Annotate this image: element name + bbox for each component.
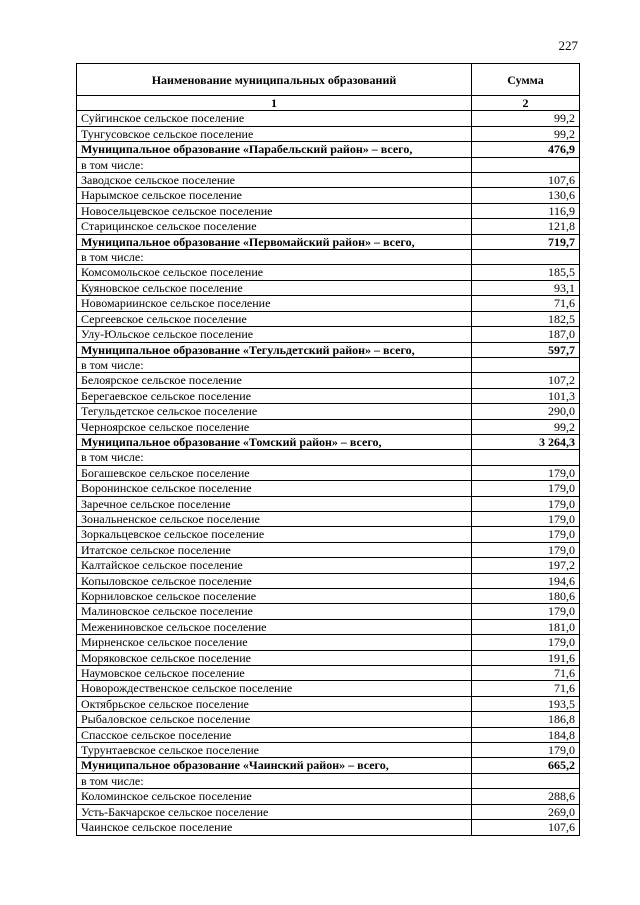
row-value — [472, 157, 580, 172]
row-value: 665,2 — [472, 758, 580, 773]
row-value: 130,6 — [472, 188, 580, 203]
table-row — [77, 696, 580, 711]
row-name: в том числе: — [77, 450, 472, 465]
header-name: Наименование муниципальных образований — [77, 64, 472, 96]
row-name: Заводское сельское поселение — [77, 173, 472, 188]
table-header-row — [77, 64, 580, 96]
table-row — [77, 527, 580, 542]
row-name: Муниципальное образование «Чаинский район» – всего, — [77, 758, 472, 773]
row-name: Наумовское сельское поселение — [77, 666, 472, 681]
row-name: Берегаевское сельское поселение — [77, 388, 472, 403]
table-row — [77, 265, 580, 280]
table-row — [77, 773, 580, 788]
row-value: 186,8 — [472, 712, 580, 727]
row-value: 194,6 — [472, 573, 580, 588]
table-row — [77, 157, 580, 172]
row-name: Чаинское сельское поселение — [77, 820, 472, 835]
table-row — [77, 188, 580, 203]
row-name: в том числе: — [77, 250, 472, 265]
row-value: 476,9 — [472, 142, 580, 157]
row-name: Межениновское сельское поселение — [77, 619, 472, 634]
table-row — [77, 450, 580, 465]
row-name: Тегульдетское сельское поселение — [77, 404, 472, 419]
row-value: 107,6 — [472, 820, 580, 835]
table-row-total — [77, 434, 580, 449]
row-name: Заречное сельское поселение — [77, 496, 472, 511]
table-row — [77, 743, 580, 758]
row-name: Копыловское сельское поселение — [77, 573, 472, 588]
row-name: Черноярское сельское поселение — [77, 419, 472, 434]
row-name: Калтайское сельское поселение — [77, 558, 472, 573]
row-name: Рыбаловское сельское поселение — [77, 712, 472, 727]
row-value: 180,6 — [472, 589, 580, 604]
row-name: Новорождественское сельское поселение — [77, 681, 472, 696]
row-name: Корниловское сельское поселение — [77, 589, 472, 604]
table-row — [77, 126, 580, 141]
row-value: 3 264,3 — [472, 434, 580, 449]
table-row — [77, 589, 580, 604]
row-name: Муниципальное образование «Томский район» – всего, — [77, 434, 472, 449]
row-name: Воронинское сельское поселение — [77, 481, 472, 496]
row-value: 101,3 — [472, 388, 580, 403]
table-row — [77, 542, 580, 557]
row-value — [472, 450, 580, 465]
row-name: Куяновское сельское поселение — [77, 280, 472, 295]
row-value: 179,0 — [472, 542, 580, 557]
table-row — [77, 250, 580, 265]
table-row — [77, 388, 580, 403]
table-row — [77, 111, 580, 126]
row-value: 179,0 — [472, 604, 580, 619]
row-name: Итатское сельское поселение — [77, 542, 472, 557]
row-value — [472, 250, 580, 265]
table-row — [77, 604, 580, 619]
row-name: Октябрьское сельское поселение — [77, 696, 472, 711]
row-name: в том числе: — [77, 357, 472, 372]
row-value: 181,0 — [472, 619, 580, 634]
row-name: Спасское сельское поселение — [77, 727, 472, 742]
row-value: 197,2 — [472, 558, 580, 573]
table-row — [77, 666, 580, 681]
table-row — [77, 511, 580, 526]
row-value: 71,6 — [472, 681, 580, 696]
table-row — [77, 635, 580, 650]
row-name: Тунгусовское сельское поселение — [77, 126, 472, 141]
row-value: 179,0 — [472, 511, 580, 526]
row-value: 191,6 — [472, 650, 580, 665]
table-row — [77, 681, 580, 696]
row-value: 185,5 — [472, 265, 580, 280]
row-value: 179,0 — [472, 465, 580, 480]
row-value: 99,2 — [472, 419, 580, 434]
table-row — [77, 311, 580, 326]
row-name: в том числе: — [77, 157, 472, 172]
table-row — [77, 280, 580, 295]
row-value: 121,8 — [472, 219, 580, 234]
table-row — [77, 789, 580, 804]
row-name: Турунтаевское сельское поселение — [77, 743, 472, 758]
row-name: Нарымское сельское поселение — [77, 188, 472, 203]
row-name: в том числе: — [77, 773, 472, 788]
row-name: Усть-Бакчарское сельское поселение — [77, 804, 472, 819]
table-row — [77, 327, 580, 342]
table-row — [77, 558, 580, 573]
row-value: 71,6 — [472, 296, 580, 311]
table-row — [77, 712, 580, 727]
row-value: 107,2 — [472, 373, 580, 388]
row-value: 179,0 — [472, 635, 580, 650]
row-name: Муниципальное образование «Первомайский район» – всего, — [77, 234, 472, 249]
table-row — [77, 619, 580, 634]
row-name: Муниципальное образование «Парабельский район» – всего, — [77, 142, 472, 157]
row-value: 99,2 — [472, 126, 580, 141]
table-row-total — [77, 142, 580, 157]
row-value: 179,0 — [472, 527, 580, 542]
row-name: Новосельцевское сельское поселение — [77, 203, 472, 218]
row-value: 116,9 — [472, 203, 580, 218]
row-value: 107,6 — [472, 173, 580, 188]
table-row — [77, 573, 580, 588]
table-row — [77, 404, 580, 419]
row-value: 288,6 — [472, 789, 580, 804]
row-value: 71,6 — [472, 666, 580, 681]
row-name: Белоярское сельское поселение — [77, 373, 472, 388]
table-row — [77, 219, 580, 234]
row-name: Зональненское сельское поселение — [77, 511, 472, 526]
row-name: Моряковское сельское поселение — [77, 650, 472, 665]
row-value: 179,0 — [472, 481, 580, 496]
table-row — [77, 820, 580, 835]
row-value: 597,7 — [472, 342, 580, 357]
row-name: Суйгинское сельское поселение — [77, 111, 472, 126]
table-row — [77, 373, 580, 388]
row-value: 182,5 — [472, 311, 580, 326]
table-row — [77, 296, 580, 311]
row-value — [472, 357, 580, 372]
row-name: Новомариинское сельское поселение — [77, 296, 472, 311]
row-value: 93,1 — [472, 280, 580, 295]
table-row — [77, 650, 580, 665]
row-value: 184,8 — [472, 727, 580, 742]
table-row — [77, 496, 580, 511]
row-name: Сергеевское сельское поселение — [77, 311, 472, 326]
table-row-total — [77, 342, 580, 357]
column-number-row — [77, 96, 580, 111]
row-value — [472, 773, 580, 788]
row-value: 99,2 — [472, 111, 580, 126]
row-value: 719,7 — [472, 234, 580, 249]
row-name: Зоркальцевское сельское поселение — [77, 527, 472, 542]
row-value: 179,0 — [472, 743, 580, 758]
column-number-1: 1 — [77, 96, 472, 111]
row-value: 193,5 — [472, 696, 580, 711]
row-value: 187,0 — [472, 327, 580, 342]
table-row-total — [77, 758, 580, 773]
table-row — [77, 357, 580, 372]
table-row — [77, 465, 580, 480]
page-number: 227 — [558, 38, 578, 53]
table-row — [77, 419, 580, 434]
row-name: Богашевское сельское поселение — [77, 465, 472, 480]
table-row-total — [77, 234, 580, 249]
row-name: Малиновское сельское поселение — [77, 604, 472, 619]
row-name: Муниципальное образование «Тегульдетский район» – всего, — [77, 342, 472, 357]
row-name: Старицинское сельское поселение — [77, 219, 472, 234]
table-row — [77, 203, 580, 218]
table-row — [77, 804, 580, 819]
row-value: 269,0 — [472, 804, 580, 819]
row-name: Мирненское сельское поселение — [77, 635, 472, 650]
row-name: Коломинское сельское поселение — [77, 789, 472, 804]
table-row — [77, 481, 580, 496]
column-number-2: 2 — [472, 96, 580, 111]
table-row — [77, 173, 580, 188]
row-name: Комсомольское сельское поселение — [77, 265, 472, 280]
row-name: Улу-Юльское сельское поселение — [77, 327, 472, 342]
table-row — [77, 727, 580, 742]
budget-table — [76, 63, 580, 836]
header-sum: Сумма — [472, 64, 580, 96]
row-value: 179,0 — [472, 496, 580, 511]
row-value: 290,0 — [472, 404, 580, 419]
